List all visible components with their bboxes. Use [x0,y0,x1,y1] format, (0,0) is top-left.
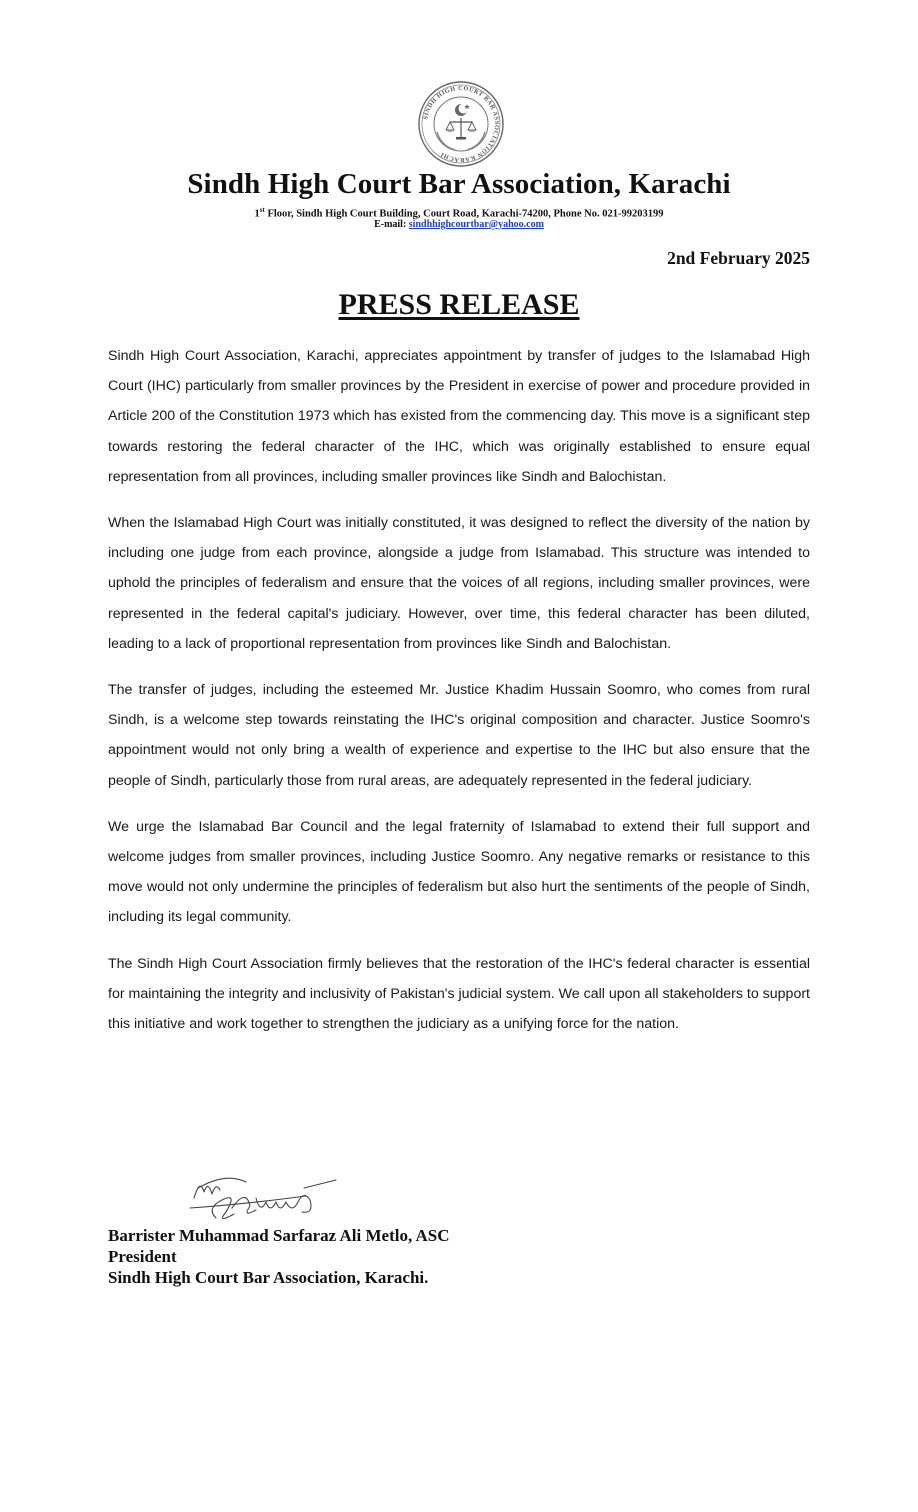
signatory-name: Barrister Muhammad Sarfaraz Ali Metlo, ASC [108,1226,450,1245]
paragraph-1: Sindh High Court Association, Karachi, appreciates appointment by transfer of judges to the Islamabad High Court (IHC) particularly from smaller provinces by the President in exercise of power and procedure provided in Article 200 of the Constitution 1973 which has existed from the commencing day. This move is a significant step towards restoring the federal character of the IHC, which was originally established to ensure equal representation from all provinces, including smaller provinces like Sindh and Balochistan. [108,348,810,485]
organization-address [0,206,918,220]
signatory-designation: President [108,1247,177,1266]
paragraph-3: The transfer of judges, including the esteemed Mr. Justice Khadim Hussain Soomro, who comes from rural Sindh, is a welcome step towards reinstating the IHC's original composition and character. Justice Soomro's appointment would not only bring a wealth of experience and expertise to the IHC but also ensure that the people of Sindh, particularly those from rural areas, are adequately represented in the federal judiciary. [108,682,810,789]
organization-name: Sindh High Court Bar Association, Karachi [187,168,731,200]
release-date: 2nd February 2025 [667,248,810,268]
organization-email-line [0,219,918,230]
handwritten-signature [186,1168,346,1228]
paragraph-4: We urge the Islamabad Bar Council and the legal fraternity of Islamabad to extend their full support and welcome judges from smaller provinces, including Justice Soomro. Any negative remarks or resistance to this move would not only undermine the principles of federalism but also hurt the sentiments of the people of Sindh, including its legal community. [108,818,810,926]
press-release-body [108,341,810,1055]
email-link[interactable]: sindhhighcourtbar@yahoo.com [408,219,544,230]
document-title: PRESS RELEASE [338,288,580,321]
email-label: E-mail: [374,219,409,230]
paragraph-5: The Sindh High Court Association firmly believes that the restoration of the IHC's federal character is essential for maintaining the integrity and inclusivity of Pakistan's judicial system. We call upon all stakeholders to support this initiative and work together to strengthen the judiciary as a unifying force for the nation. [108,955,810,1033]
bar-association-seal-icon [417,80,505,168]
address-floor-suffix: st [259,206,265,214]
address-rest: Floor, Sindh High Court Building, Court Road, Karachi-74200, Phone No. 021-99203199 [264,208,664,220]
svg-text:SINDH HIGH COURT BAR ASSOCIATI: SINDH HIGH COURT BAR ASSOCIATION KARACHI [422,84,501,164]
paragraph-2: When the Islamabad High Court was initially constituted, it was designed to reflect the diversity of the nation by including one judge from each province, alongside a judge from Islamabad. This structure was intended to uphold the principles of federalism and ensure that the voices of all regions, including smaller provinces, were represented in the federal capital's judiciary. However, over time, this federal character has been diluted, leading to a lack of proportional representation from provinces like Sindh and Balochistan. [108,515,810,652]
signatory-block [108,1225,450,1288]
signatory-organization: Sindh High Court Bar Association, Karachi. [108,1268,429,1287]
address-floor: 1 [254,208,260,220]
